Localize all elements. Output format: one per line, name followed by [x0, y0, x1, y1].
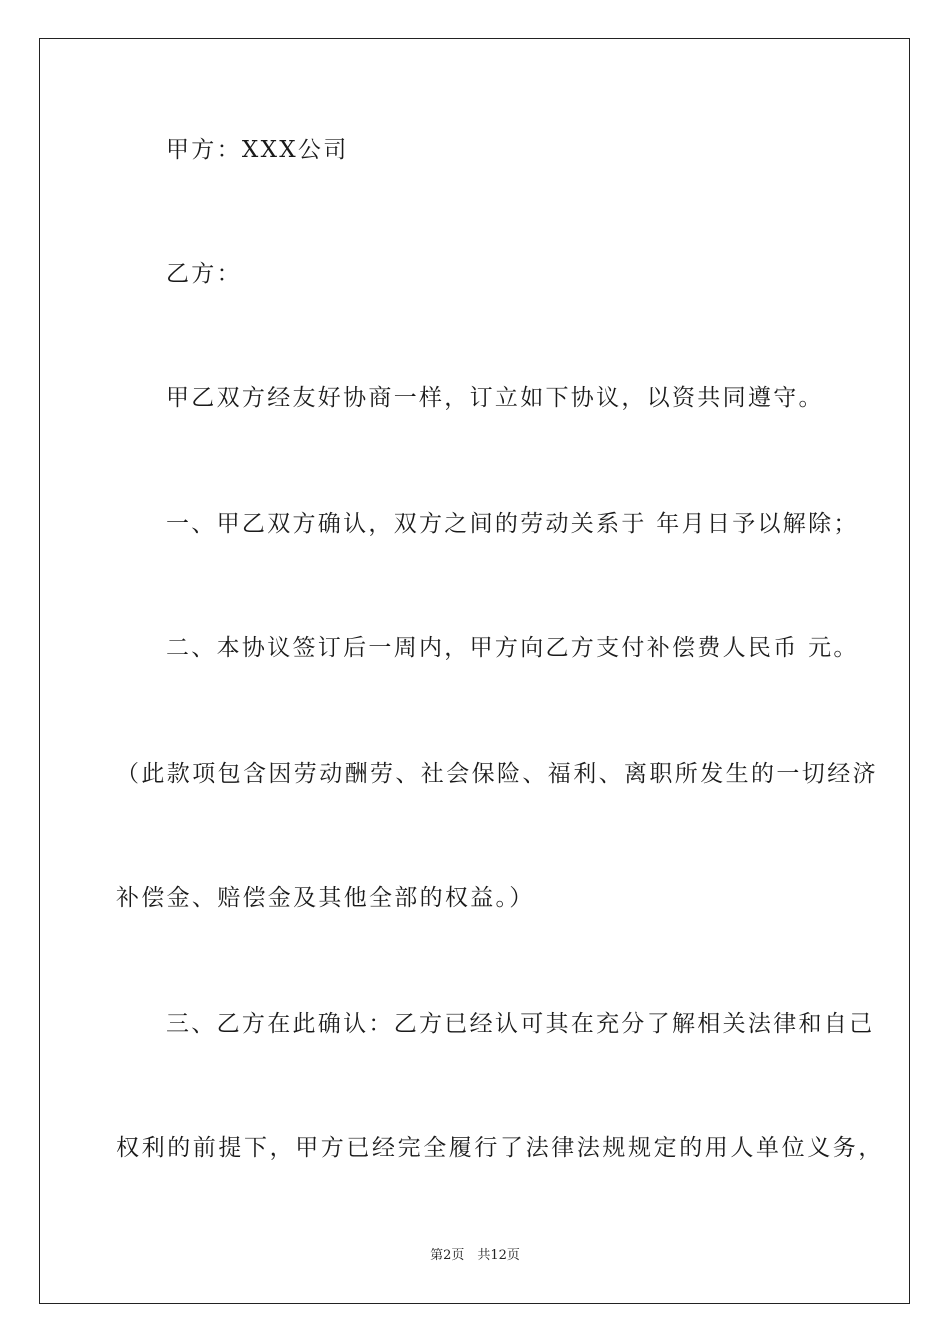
- agreement-intro: 甲乙双方经友好协商一样，订立如下协议，以资共同遵守。: [166, 385, 824, 411]
- party-a-line: 甲方：XXX公司: [166, 137, 349, 163]
- clause-2-note-line-2: 补偿金、赔偿金及其他全部的权益。）: [116, 885, 535, 911]
- clause-3-line-2: 权利的前提下，甲方已经完全履行了法律法规规定的用人单位义务，: [116, 1135, 884, 1161]
- party-b-line: 乙方：: [166, 261, 242, 287]
- clause-2-note-line-1: （此款项包含因劳动酬劳、社会保险、福利、离职所发生的一切经济: [116, 761, 878, 787]
- page-border: [39, 38, 910, 1304]
- page-number-footer: 第2页 共12页: [430, 1248, 520, 1263]
- clause-1: 一、甲乙双方确认，双方之间的劳动关系于 年月日予以解除；: [166, 511, 859, 537]
- clause-3-line-1: 三、乙方在此确认：乙方已经认可其在充分了解相关法律和自己: [166, 1011, 875, 1037]
- clause-2: 二、本协议签订后一周内，甲方向乙方支付补偿费人民币 元。: [166, 635, 859, 661]
